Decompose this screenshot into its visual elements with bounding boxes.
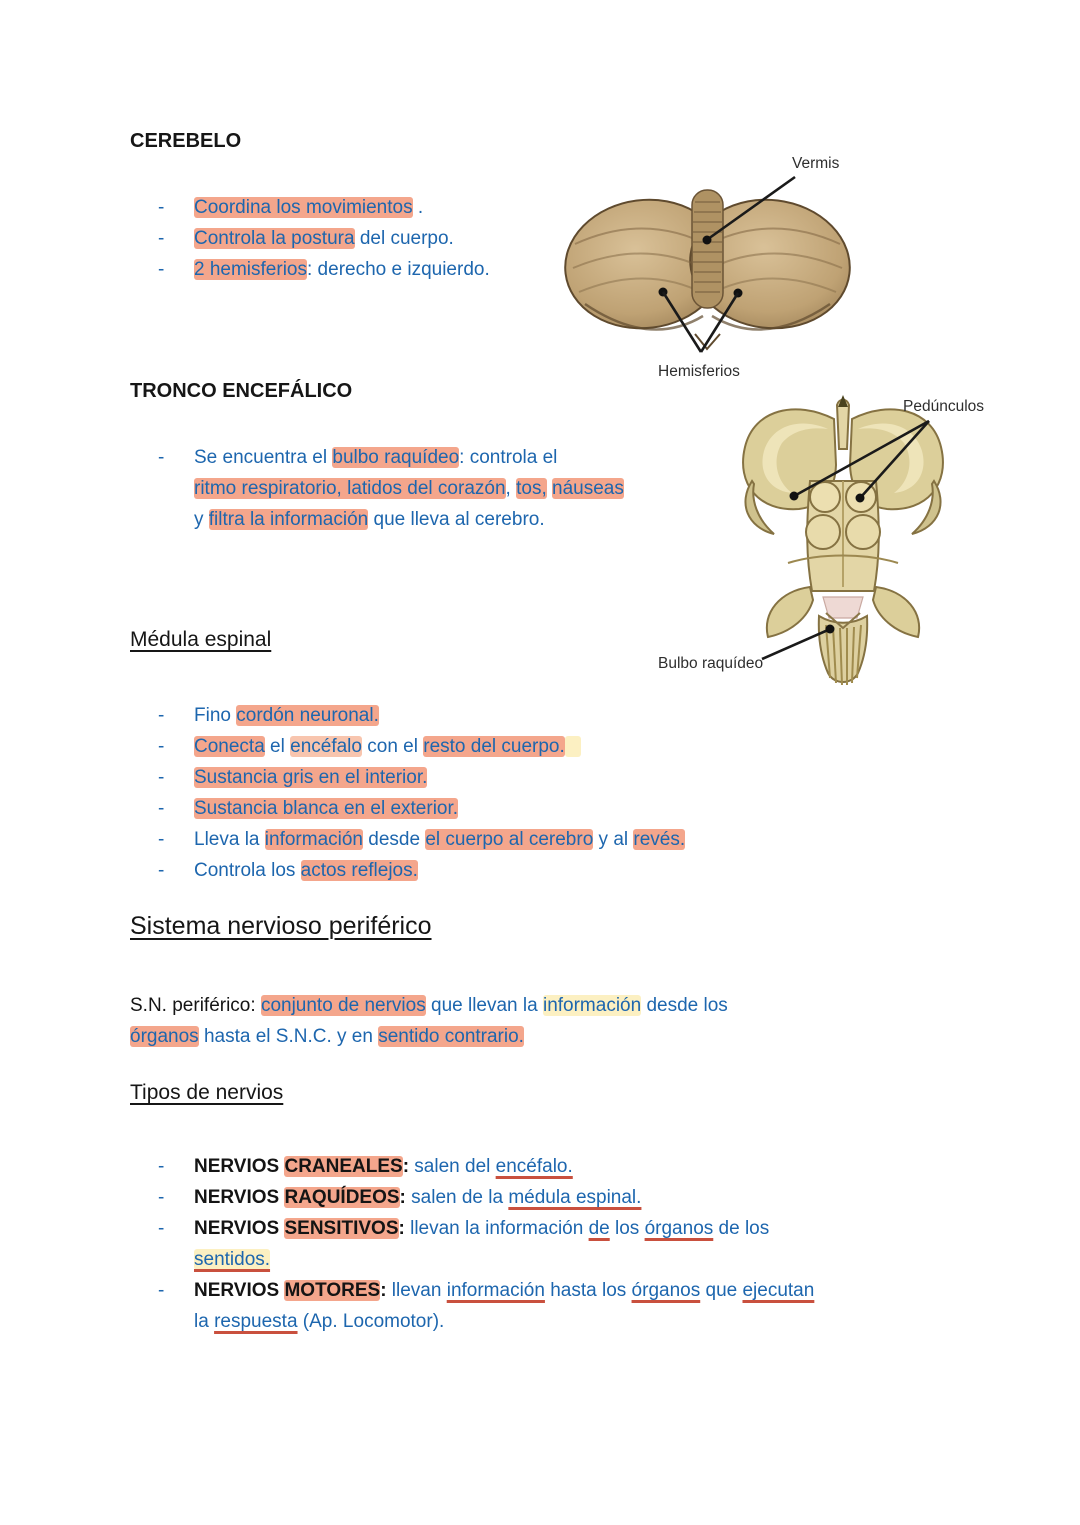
text-segment: del cuerpo. xyxy=(354,228,454,249)
list-item-text xyxy=(194,855,418,886)
bullet-dash: - xyxy=(158,1187,165,1208)
bullet-dash: - xyxy=(158,736,165,757)
text-segment: órganos xyxy=(130,1026,199,1047)
text-segment: llevan xyxy=(386,1280,447,1301)
text-segment: desde xyxy=(363,829,426,850)
bullet-dash: - xyxy=(158,705,165,726)
text-segment: el xyxy=(264,736,291,757)
bullet-dash: - xyxy=(158,447,165,468)
text-segment: y xyxy=(194,509,209,530)
text-segment: NERVIOS xyxy=(194,1156,285,1177)
text-segment: Fino xyxy=(194,705,237,726)
text-segment: respuesta xyxy=(214,1311,298,1332)
text-segment: : xyxy=(399,1187,406,1208)
text-segment: sentidos. xyxy=(194,1249,271,1270)
bullet-dash: - xyxy=(158,197,165,218)
snp-paragraph xyxy=(130,990,960,1052)
text-segment: NERVIOS xyxy=(194,1218,285,1239)
list-item-text xyxy=(194,192,423,223)
bulbo-annotation xyxy=(658,625,835,673)
bullet-dash: - xyxy=(158,829,165,850)
list-item xyxy=(158,1151,1008,1182)
text-segment: revés. xyxy=(633,829,686,850)
bullet-dash: - xyxy=(158,1218,165,1239)
list-item xyxy=(158,700,685,731)
text-segment: actos reflejos. xyxy=(300,860,418,881)
cerebellum-figure xyxy=(545,146,1005,391)
text-segment: NERVIOS xyxy=(194,1187,285,1208)
text-segment: información xyxy=(264,829,363,850)
text-segment: : xyxy=(402,1156,410,1177)
medula-list xyxy=(158,700,685,886)
text-segment: ritmo respiratorio, latidos del corazón xyxy=(194,478,506,499)
text-segment: tos, xyxy=(516,478,547,499)
text-segment: órganos xyxy=(644,1218,714,1239)
section-title-snp: Sistema nervioso periférico xyxy=(130,912,432,940)
text-segment: órganos xyxy=(631,1280,701,1301)
text-segment: ejecutan xyxy=(742,1280,815,1301)
text-segment: desde los xyxy=(641,995,728,1016)
text-segment xyxy=(565,736,581,757)
text-segment: (Ap. Locomotor). xyxy=(297,1311,445,1332)
text-segment: Sustancia gris en el interior. xyxy=(194,767,428,788)
bullet-dash: - xyxy=(158,259,165,280)
text-segment: SENSITIVOS xyxy=(284,1218,399,1239)
list-item-text xyxy=(194,731,581,762)
text-segment: : derecho e izquierdo. xyxy=(307,259,490,280)
text-segment: y al xyxy=(593,829,634,850)
text-segment: . xyxy=(412,197,424,218)
list-item-text xyxy=(194,1151,994,1182)
bullet-dash: - xyxy=(158,767,165,788)
brainstem-illustration xyxy=(640,385,1025,695)
list-item xyxy=(158,1275,1008,1337)
list-item-text xyxy=(194,223,454,254)
vermis-label: Vermis xyxy=(792,155,840,172)
text-segment: Se encuentra el xyxy=(194,447,333,468)
list-item-text xyxy=(194,793,458,824)
text-segment: bulbo raquídeo xyxy=(332,447,460,468)
text-segment: los xyxy=(609,1218,645,1239)
text-segment: sentido contrario. xyxy=(378,1026,524,1047)
pedunculos-label: Pedúnculos xyxy=(903,398,985,415)
text-segment: : xyxy=(380,1280,387,1301)
text-segment: médula espinal. xyxy=(508,1187,642,1208)
list-item xyxy=(158,223,490,254)
text-segment: Controla la postura xyxy=(194,228,355,249)
cerebellum-body xyxy=(558,190,857,349)
hemisferios-label: Hemisferios xyxy=(658,363,740,380)
list-item xyxy=(158,762,685,793)
list-item xyxy=(158,731,685,762)
text-segment: hasta los xyxy=(544,1280,632,1301)
text-segment: , xyxy=(505,478,517,499)
list-item xyxy=(158,793,685,824)
text-segment: NERVIOS xyxy=(194,1280,285,1301)
text-segment: CRANEALES xyxy=(284,1156,403,1177)
text-segment: : xyxy=(398,1218,405,1239)
text-segment: la xyxy=(194,1311,215,1332)
cerebellum-illustration xyxy=(545,146,1005,391)
text-segment: hasta el S.N.C. y en xyxy=(198,1026,379,1047)
list-item xyxy=(158,192,490,223)
section-title-cerebelo: CEREBELO xyxy=(130,130,242,152)
text-segment: que llevan la xyxy=(425,995,543,1016)
text-segment: de los xyxy=(713,1218,770,1239)
list-item-text xyxy=(194,762,427,793)
text-segment: salen de la xyxy=(405,1187,509,1208)
list-item xyxy=(158,1213,1008,1275)
text-segment: náuseas xyxy=(552,478,624,499)
list-item-text xyxy=(194,254,490,285)
list-item-text xyxy=(194,1213,994,1275)
text-segment: resto del cuerpo. xyxy=(423,736,565,757)
cerebelo-list xyxy=(158,192,490,285)
list-item-text xyxy=(194,1275,994,1337)
tipos-list xyxy=(158,1151,1008,1337)
text-segment: con el xyxy=(361,736,424,757)
text-segment: llevan la información xyxy=(404,1218,589,1239)
pedunculos-pointer-dot xyxy=(790,492,799,501)
pedunculos-pointer-dot xyxy=(856,494,865,503)
text-segment: el cuerpo al cerebro xyxy=(425,829,594,850)
brainstem-figure xyxy=(640,385,1025,695)
text-segment: 2 hemisferios xyxy=(194,259,307,280)
text-segment: salen del xyxy=(409,1156,496,1177)
text-segment: de xyxy=(588,1218,610,1239)
text-segment: información xyxy=(446,1280,545,1301)
text-segment: conjunto de nervios xyxy=(260,995,426,1016)
bulbo-label: Bulbo raquídeo xyxy=(658,655,764,672)
section-title-tipos: Tipos de nervios xyxy=(130,1081,284,1104)
text-segment: Lleva la xyxy=(194,829,265,850)
text-segment: Conecta xyxy=(194,736,265,757)
list-item-text xyxy=(194,1182,994,1213)
bullet-dash: - xyxy=(158,1156,165,1177)
text-segment: Sustancia blanca en el exterior. xyxy=(194,798,459,819)
text-segment: RAQUÍDEOS xyxy=(284,1187,400,1208)
section-title-medula: Médula espinal xyxy=(130,628,272,651)
text-segment: MOTORES xyxy=(284,1280,381,1301)
text-segment: información xyxy=(542,995,642,1016)
list-item xyxy=(158,254,490,285)
text-segment: : controla el xyxy=(459,447,558,468)
text-segment: S.N. periférico: xyxy=(130,995,261,1016)
text-segment: cordón neuronal. xyxy=(236,705,379,726)
list-item-text xyxy=(194,824,685,855)
list-item xyxy=(158,824,685,855)
section-title-tronco: TRONCO ENCEFÁLICO xyxy=(130,380,353,402)
text-segment: encéfalo xyxy=(290,736,362,757)
bulbo-pointer-dot xyxy=(826,625,835,634)
text-segment: filtra la información xyxy=(208,509,369,530)
vermis-pointer-dot xyxy=(703,236,712,245)
list-item-text xyxy=(194,700,379,731)
text-segment: que lleva al cerebro. xyxy=(368,509,545,530)
list-item xyxy=(158,1182,1008,1213)
bullet-dash: - xyxy=(158,798,165,819)
text-segment: Controla los xyxy=(194,860,301,881)
text-segment: que xyxy=(700,1280,743,1301)
list-item xyxy=(158,855,685,886)
text-segment: Coordina los movimientos xyxy=(194,197,413,218)
bullet-dash: - xyxy=(158,1280,165,1301)
bullet-dash: - xyxy=(158,228,165,249)
bullet-dash: - xyxy=(158,860,165,881)
text-segment: encéfalo. xyxy=(495,1156,573,1177)
